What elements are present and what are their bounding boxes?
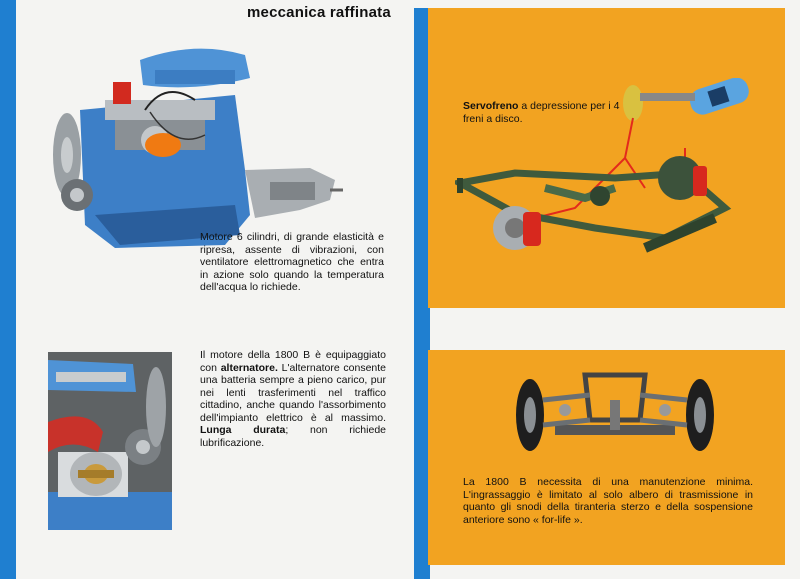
brake-description: [463, 100, 633, 125]
durability-keyword: Lunga durata: [200, 424, 286, 436]
alternator-keyword: alternatore.: [220, 361, 278, 374]
engine-description: Motore 6 cilindri, di grande elasticità e ripresa, assente di vibrazioni, con ventilatore elettromagnetico che entra in azione solo quando la temperatura dell'acqua lo richiede.: [200, 231, 384, 293]
servo-brake-keyword: Servofreno: [463, 100, 519, 112]
alternator-body: L'alternatore consente una batteria sempre a pieno carico, pur nei lenti trasferimenti nel traffico cittadino, anche quando l'assorbimento dell'impianto elettrico è al massimo.: [200, 361, 387, 424]
alternator-photo: [48, 352, 172, 530]
engine-illustration: [45, 40, 345, 255]
brake-description-rest: a depressione per i 4 freni a disco.: [463, 100, 620, 125]
left-blue-stripe: [0, 0, 16, 579]
alternator-description: [200, 349, 386, 449]
alternator-tail: ; non richiede lubrificazione.: [200, 424, 386, 449]
maintenance-description: La 1800 B necessita di una manutenzione minima. L'ingrassaggio è limitato al solo albero di trasmissione in quanto gli snodi della tiranteria sterzo e della sospensione anteriore sono « for-life ».: [463, 476, 753, 526]
page-heading: meccanica raffinata: [247, 4, 391, 21]
front-suspension-illustration: [515, 370, 715, 460]
alternator-intro: Il motore della 1800 B è equipaggiato con: [200, 349, 386, 374]
